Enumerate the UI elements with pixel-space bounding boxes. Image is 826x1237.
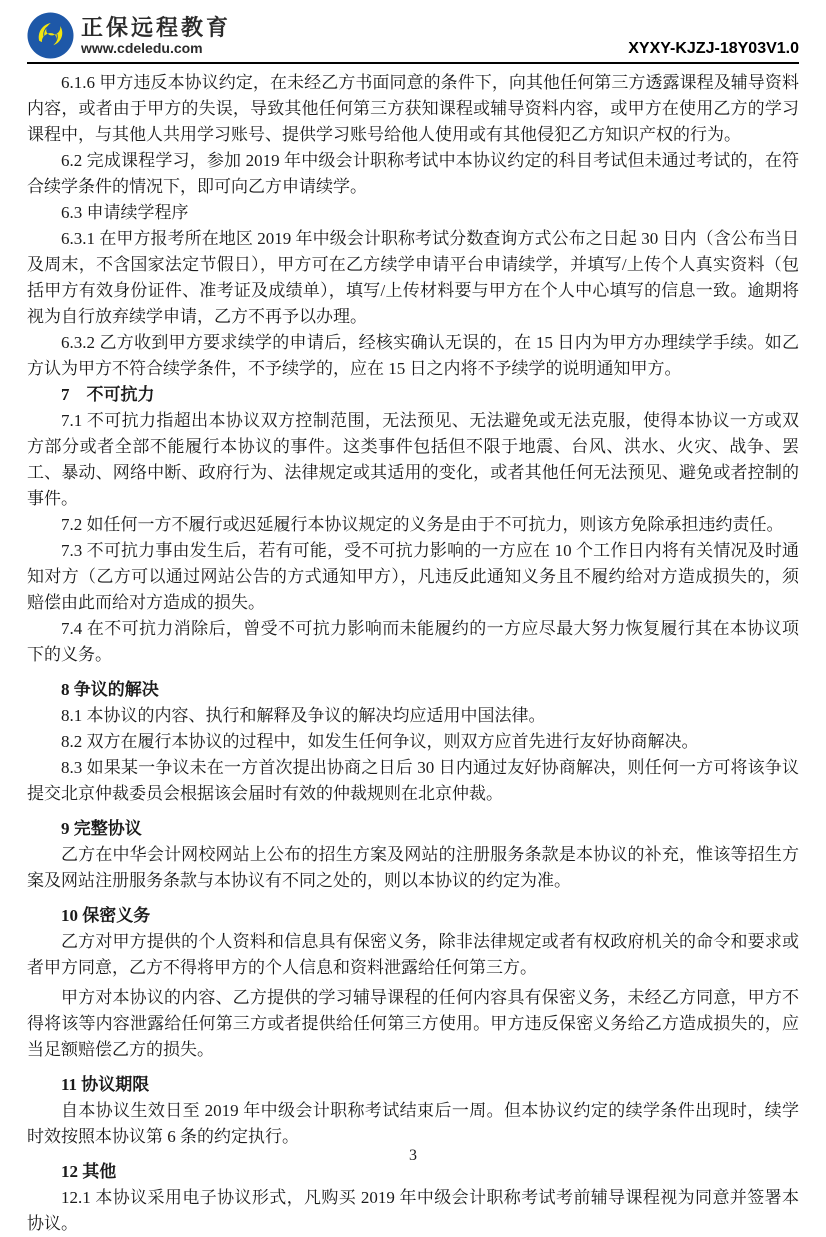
section-heading: 7 不可抗力 bbox=[61, 385, 155, 404]
paragraph: 乙方对甲方提供的个人资料和信息具有保密义务，除非法律规定或者有权政府机关的命令和要求或者甲方同意，乙方不得将甲方的个人信息和资料泄露给任何第三方。 bbox=[27, 932, 799, 977]
section-heading: 8 争议的解决 bbox=[61, 680, 159, 699]
section-heading: 11 协议期限 bbox=[61, 1075, 150, 1094]
paragraph: 8.2 双方在履行本协议的过程中，如发生任何争议，则双方应首先进行友好协商解决。 bbox=[61, 732, 699, 751]
paragraph: 12.1 本协议采用电子协议形式，凡购买 2019 年中级会计职称考试考前辅导课程视为同意并签署本协议。 bbox=[27, 1188, 799, 1233]
paragraph: 乙方在中华会计网校网站上公布的招生方案及网站的注册服务条款是本协议的补充，惟该等招生方案及网站注册服务条款与本协议有不同之处的，则以本协议的约定为准。 bbox=[27, 845, 799, 890]
paragraph: 7.2 如任何一方不履行或迟延履行本协议规定的义务是由于不可抗力，则该方免除承担违约责任。 bbox=[61, 515, 784, 534]
paragraph: 7.1 不可抗力指超出本协议双方控制范围，无法预见、无法避免或无法克服，使得本协议一方或双方部分或者全部不能履行本协议的事件。这类事件包括但不限于地震、台风、洪水、火灾、战争、罢工、暴动、网络中断、政府行为、法律规定或其适用的变化，或者其他任何无法预见、避免或者控制的事件。 bbox=[27, 411, 799, 508]
brand-text bbox=[81, 16, 231, 56]
company-name: 正保远程教育 bbox=[81, 14, 232, 40]
logo-swirl-icon bbox=[27, 12, 74, 59]
section-heading: 10 保密义务 bbox=[61, 906, 151, 925]
section-heading: 12 其他 bbox=[61, 1162, 117, 1181]
paragraph: 甲方对本协议的内容、乙方提供的学习辅导课程的任何内容具有保密义务，未经乙方同意，甲方不得将该等内容泄露给任何第三方或者提供给任何第三方使用。甲方违反保密义务给乙方造成损失的，应当足额赔偿乙方的损失。 bbox=[27, 988, 799, 1059]
paragraph: 7.3 不可抗力事由发生后，若有可能，受不可抗力影响的一方应在 10 个工作日内将有关情况及时通知对方（乙方可以通过网站公告的方式通知甲方），凡违反此通知义务且不履约给对方造成损失的，须赔偿由此而给对方造成的损失。 bbox=[27, 541, 799, 612]
paragraph: 6.1.6 甲方违反本协议约定，在未经乙方书面同意的条件下，向其他任何第三方透露课程及辅导资料内容，或者由于甲方的失误，导致其他任何第三方获知课程或辅导资料内容，或甲方在使用乙方的学习课程中，与其他人共用学习账号、提供学习账号给他人使用或有其他侵犯乙方知识产权的行为。 bbox=[27, 73, 799, 144]
agreement-body bbox=[27, 70, 799, 1237]
paragraph: 6.3.1 在甲方报考所在地区 2019 年中级会计职称考试分数查询方式公布之日起 30 日内（含公布当日及周末，不含国家法定节假日），甲方可在乙方续学申请平台申请续学，并填写/上传个人真实资料（包括甲方有效身份证件、准考证及成绩单），填写/上传材料要与甲方在个人中心填写的信息一致。逾期将视为自行放弃续学申请，乙方不再予以办理。 bbox=[27, 229, 799, 326]
paragraph: 8.1 本协议的内容、执行和解释及争议的解决均应适用中国法律。 bbox=[61, 706, 546, 725]
document-code: XYXY-KJZJ-18Y03V1.0 bbox=[628, 40, 799, 57]
company-website: www.cdeledu.com bbox=[81, 39, 203, 56]
brand-logo bbox=[27, 12, 231, 59]
paragraph: 自本协议生效日至 2019 年中级会计职称考试结束后一周。但本协议约定的续学条件出现时，续学时效按照本协议第 6 条的约定执行。 bbox=[27, 1101, 799, 1146]
page-header bbox=[27, 6, 799, 64]
section-heading: 9 完整协议 bbox=[61, 819, 142, 838]
page-number: 3 bbox=[409, 1147, 417, 1164]
paragraph: 8.3 如果某一争议未在一方首次提出协商之日后 30 日内通过友好协商解决，则任何一方可将该争议提交北京仲裁委员会根据该会届时有效的仲裁规则在北京仲裁。 bbox=[27, 758, 799, 803]
paragraph: 6.3.2 乙方收到甲方要求续学的申请后，经核实确认无误的，在 15 日内为甲方办理续学手续。如乙方认为甲方不符合续学条件，不予续学的，应在 15 日之内将不予续学的说明通知甲方。 bbox=[27, 333, 799, 378]
paragraph: 6.3 申请续学程序 bbox=[61, 203, 189, 222]
paragraph: 6.2 完成课程学习，参加 2019 年中级会计职称考试中本协议约定的科目考试但未通过考试的，在符合续学条件的情况下，即可向乙方申请续学。 bbox=[27, 151, 799, 196]
paragraph: 7.4 在不可抗力消除后，曾受不可抗力影响而未能履约的一方应尽最大努力恢复履行其在本协议项下的义务。 bbox=[27, 619, 799, 664]
